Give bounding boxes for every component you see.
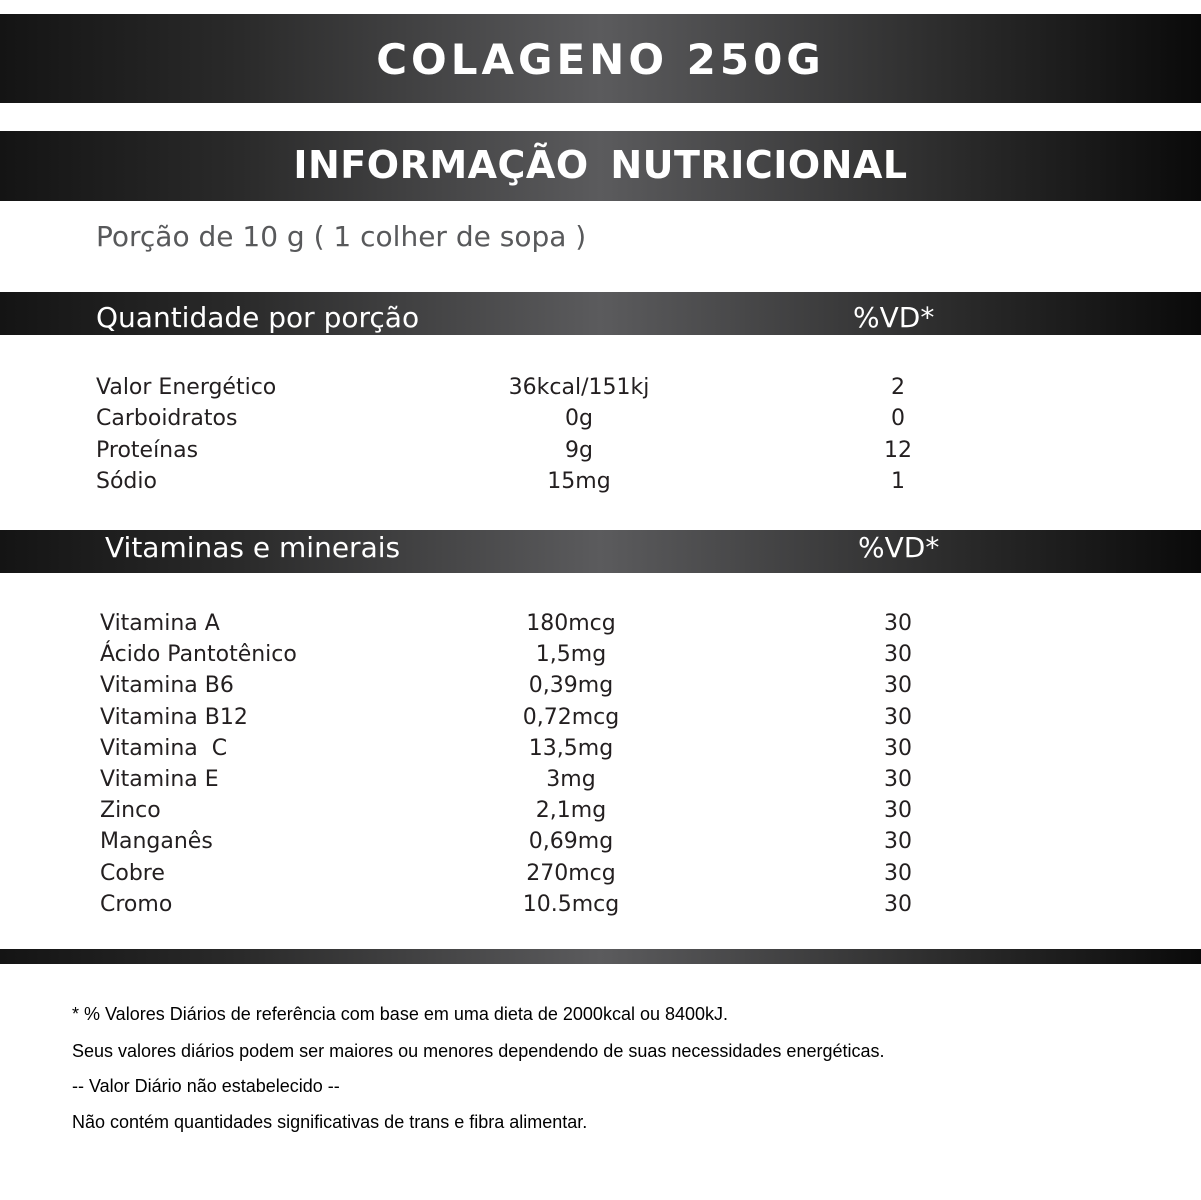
row-vd: 30 (884, 704, 912, 730)
row-amount: 2,1mg (535, 798, 607, 824)
row-name: Manganês (100, 829, 213, 855)
row-name: Vitamina E (100, 767, 219, 792)
row-vd: 0 (891, 406, 905, 432)
row-name: Proteínas (96, 437, 199, 463)
row-amount: 13,5mg (528, 735, 614, 761)
row-vd: 30 (884, 673, 912, 699)
quantity-header-label: Quantidade por porção (96, 301, 420, 334)
row-name: Sódio (96, 468, 157, 494)
row-vd: 30 (884, 735, 912, 761)
row-name: Valor Energético (96, 375, 277, 400)
footnote-line: Não contém quantidades significativas de trans e fibra alimentar. (72, 1112, 588, 1132)
row-vd: 12 (884, 437, 912, 463)
row-amount: 3mg (546, 767, 596, 792)
row-vd: 30 (884, 798, 912, 824)
quantity-header-vd: %VD* (853, 301, 935, 334)
row-vd: 30 (884, 642, 912, 668)
row-amount: 180mcg (526, 611, 616, 636)
row-name: Vitamina A (100, 611, 220, 636)
row-name: Carboidratos (96, 406, 238, 432)
row-amount: 9g (565, 437, 593, 463)
row-amount: 270mcg (526, 860, 616, 886)
footnote-line: * % Valores Diários de referência com base em uma dieta de 2000kcal ou 8400kJ. (72, 1004, 729, 1024)
footnote-line: -- Valor Diário não estabelecido -- (72, 1076, 340, 1096)
row-amount: 15mg (547, 468, 611, 494)
row-name: Cromo (100, 891, 173, 917)
vitamins-header-label: Vitaminas e minerais (105, 531, 401, 564)
row-vd: 30 (884, 891, 912, 917)
row-name: Vitamina B12 (100, 704, 248, 730)
row-vd: 30 (884, 767, 912, 792)
row-vd: 30 (884, 860, 912, 886)
vitamins-header-vd: %VD* (858, 531, 940, 564)
row-amount: 0,72mcg (522, 704, 620, 730)
product-title: COLAGENO 250G (376, 35, 825, 84)
footnote-line: Seus valores diários podem ser maiores ou menores dependendo de suas necessidades energéticas. (72, 1041, 885, 1061)
row-name: Zinco (100, 798, 161, 824)
row-vd: 1 (891, 468, 905, 494)
row-amount: 0,39mg (528, 673, 614, 699)
row-name: Vitamina B6 (100, 673, 234, 699)
footer-divider (0, 949, 1201, 964)
row-amount: 36kcal/151kj (508, 375, 650, 400)
nutrition-info-title: INFORMAÇÃO NUTRICIONAL (293, 143, 908, 187)
row-amount: 0g (565, 406, 593, 432)
row-name: Cobre (100, 860, 165, 886)
row-name: Ácido Pantotênico (100, 642, 297, 668)
row-amount: 1,5mg (535, 642, 607, 668)
row-vd: 2 (891, 375, 905, 400)
row-vd: 30 (884, 829, 912, 855)
row-name: Vitamina C (100, 735, 228, 761)
row-vd: 30 (884, 611, 912, 636)
row-amount: 10.5mcg (522, 891, 620, 917)
row-amount: 0,69mg (528, 829, 614, 855)
portion-size: Porção de 10 g ( 1 colher de sopa ) (96, 220, 587, 253)
